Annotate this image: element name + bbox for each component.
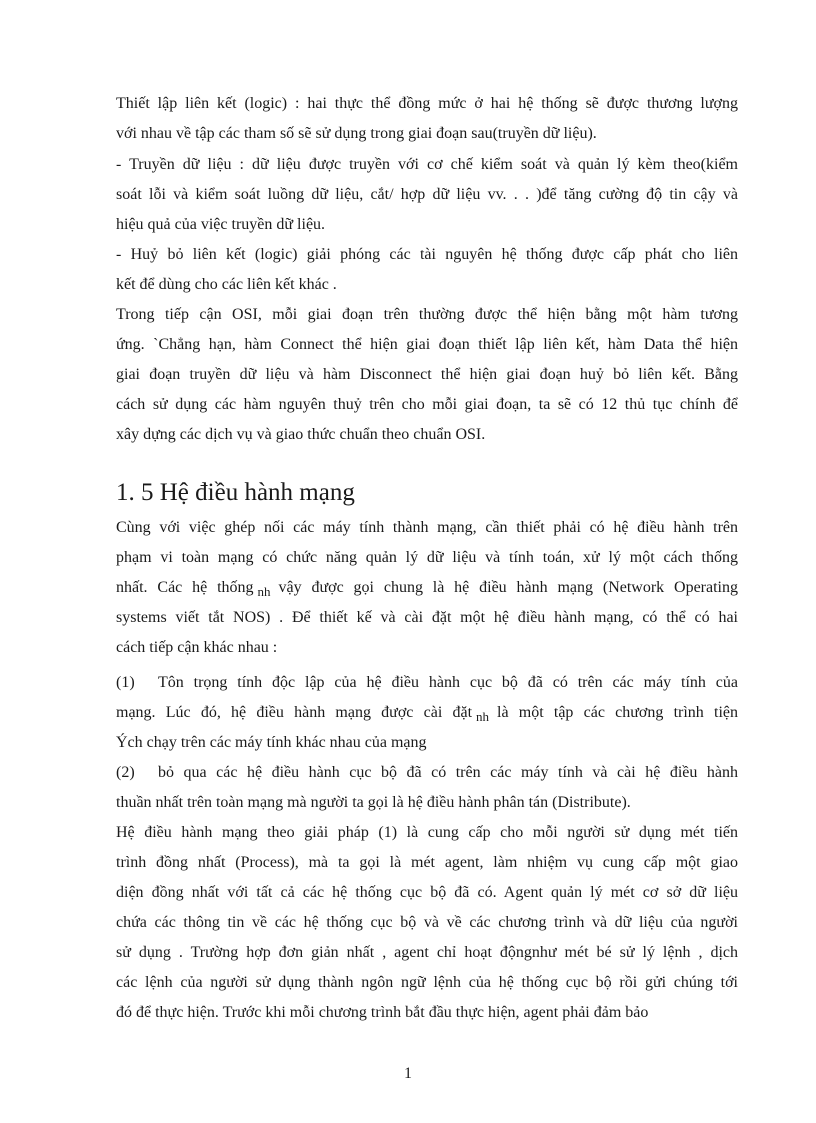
- para6-line7: đó để thực hiện. Trước khi mỗi chương trình bắt đầu thực hiện, agent phải đảm bảo: [116, 1004, 649, 1021]
- subscript-text: nh: [476, 709, 490, 724]
- para6-line2: trình đồng nhất (Process), mà ta gọi là mét agent, làm nhiệm vụ cung cấp một giao: [116, 854, 738, 871]
- para4-line5: xây dựng các dịch vụ và giao thức chuẩn theo chuẩn OSI.: [116, 426, 486, 443]
- para6-line4: chứa các thông tin về các hệ thống cục bộ và về các chương trình và dữ liệu của người: [116, 914, 738, 931]
- item1-line2: [116, 703, 738, 727]
- item1-line2-text-a: mạng. Lúc đó, hệ điều hành mạng được cài đặt: [116, 704, 473, 721]
- item2-line2: thuần nhất trên toàn mạng mà người ta gọi là hệ điều hành phân tán (Distribute).: [116, 794, 631, 811]
- para6-line5: sử dụng . Trường hợp đơn giản nhất , agent chỉ hoạt độngnhư mét bé sử lý lệnh , dịch: [116, 944, 738, 961]
- item2-number: (2): [116, 764, 135, 781]
- para5-line4: systems viết tắt NOS) . Để thiết kế và cài đặt một hệ điều hành mạng, có thể có hai: [116, 609, 738, 626]
- para6-line1: Hệ điều hành mạng theo giải pháp (1) là cung cấp cho mỗi người sử dụng mét tiến: [116, 824, 738, 841]
- para4-line2: ứng. `Chẳng hạn, hàm Connect thể hiện giai đoạn thiết lập liên kết, hàm Data thể hiện: [116, 336, 738, 353]
- item1-line3: Ých chạy trên các máy tính khác nhau của mạng: [116, 734, 427, 751]
- item1-line1-text: Tôn trọng tính độc lập của hệ điều hành cục bộ đã có trên các máy tính của: [158, 674, 738, 691]
- para5-line3-text-b: vậy được gọi chung là hệ điều hành mạng (Network Operating: [278, 579, 739, 596]
- para5-line2: phạm vi toàn mạng có chức năng quản lý dữ liệu và tính toán, xử lý một cách thống: [116, 549, 738, 566]
- para3-line1: - Huỷ bỏ liên kết (logic) giải phóng các tài nguyên hệ thống được cấp phát cho liên: [116, 246, 738, 263]
- para2-line3: hiệu quả của việc truyền dữ liệu.: [116, 216, 326, 233]
- para3-line2: kết để dùng cho các liên kết khác .: [116, 276, 337, 293]
- para5-line3: [116, 578, 738, 602]
- item2-line1: [116, 763, 738, 783]
- para5-line5: cách tiếp cận khác nhau :: [116, 639, 278, 656]
- para2-line1: - Truyền dữ liệu : dữ liệu được truyền với cơ chế kiểm soát và quản lý kèm theo(kiểm: [116, 156, 738, 173]
- para4-line4: cách sử dụng các hàm nguyên thuỷ trên cho mỗi giai đoạn, ta sẽ có 12 thủ tục chính để: [116, 396, 738, 413]
- item2-line1-text: bỏ qua các hệ điều hành cục bộ đã có trên các máy tính và cài hệ điều hành: [158, 764, 738, 781]
- para4-line3: giai đoạn truyền dữ liệu và hàm Disconnect thể hiện giai đoạn huỷ bỏ liên kết. Bằng: [116, 366, 738, 383]
- item1-line1: [116, 673, 738, 693]
- para1-line2: với nhau về tập các tham số sẽ sử dụng trong giai đoạn sau(truyền dữ liệu).: [116, 125, 597, 142]
- section-heading: 1. 5 Hệ điều hành mạng: [116, 479, 355, 506]
- para6-line6: các lệnh của người sử dụng thành ngôn ngữ lệnh của hệ thống cục bộ rồi gửi chúng tới: [116, 974, 738, 991]
- item1-number: (1): [116, 674, 135, 691]
- item1-line2-text-b: là một tập các chương trình tiện: [497, 704, 738, 721]
- para5-line1: Cùng với việc ghép nối các máy tính thành mạng, cần thiết phải có hệ điều hành trên: [116, 519, 738, 536]
- para2-line2: soát lỗi và kiểm soát luồng dữ liệu, cắt/ hợp dữ liệu vv. . . )để tăng cường độ tin cậy và: [116, 186, 738, 203]
- subscript-text: nh: [257, 584, 271, 599]
- page-number: 1: [404, 1065, 412, 1082]
- para6-line3: diện đồng nhất với tất cả các hệ thống cục bộ đã có. Agent quản lý mét cơ sở dữ liệu: [116, 884, 738, 901]
- para4-line1: Trong tiếp cận OSI, mỗi giai đoạn trên thường được thể hiện bằng một hàm tương: [116, 306, 738, 323]
- para1-line1: Thiết lập liên kết (logic) : hai thực thể đồng mức ở hai hệ thống sẽ được thương lượng: [116, 95, 738, 112]
- para5-line3-text-a: nhất. Các hệ thống: [116, 579, 254, 596]
